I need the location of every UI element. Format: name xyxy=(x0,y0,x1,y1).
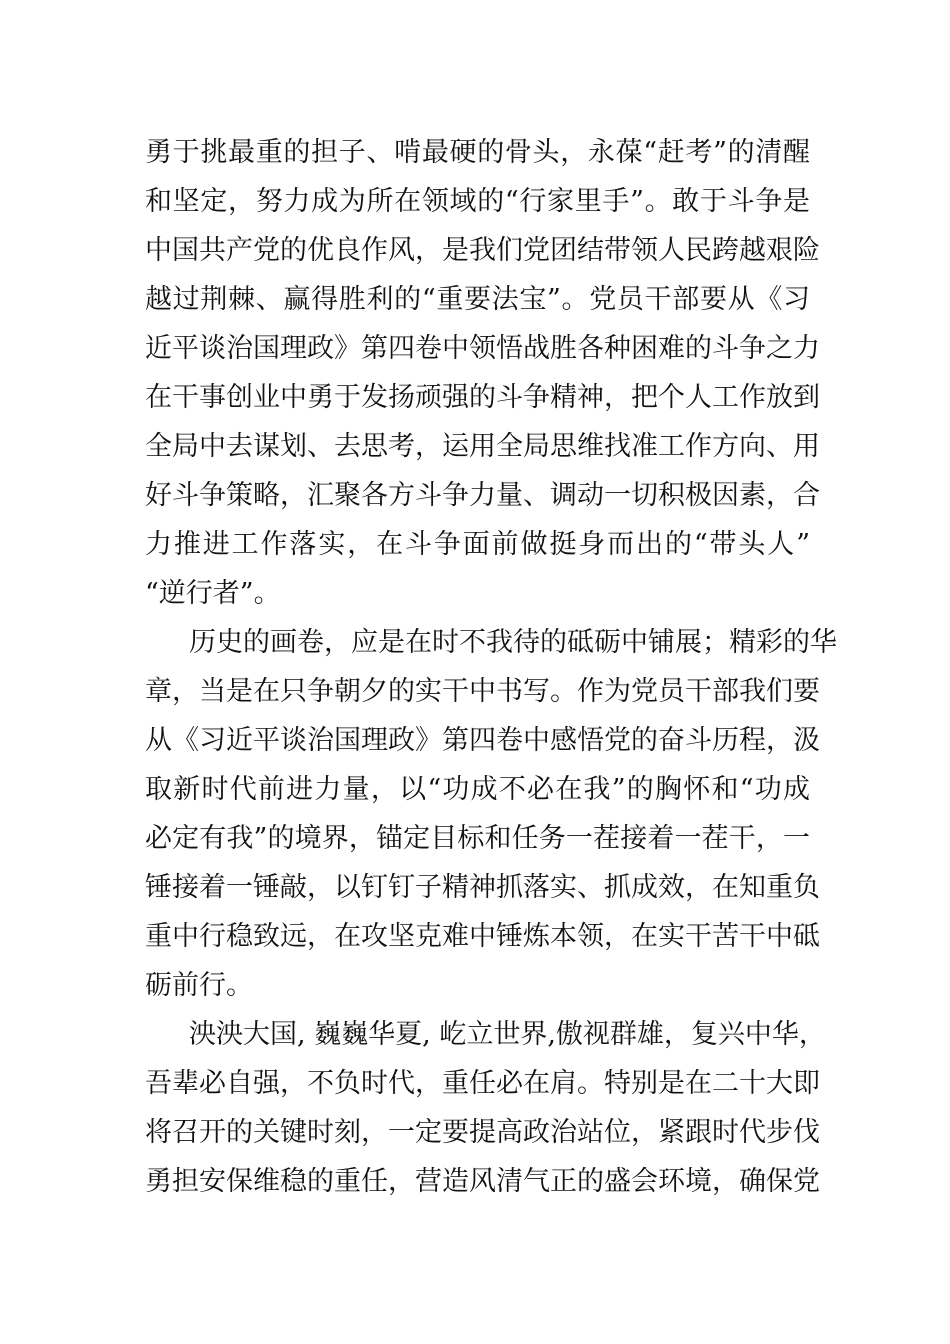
paragraph-1-line-10: “逆行者”。 xyxy=(145,578,281,609)
paragraph-2-line-4: 取新时代前进力量，以“功成不必在我”的胸怀和“功成 xyxy=(145,774,810,805)
paragraph-3-line-3: 将召开的关键时刻，一定要提高政治站位，紧跟时代步伐 xyxy=(145,1117,820,1148)
paragraph-2-line-3: 从《习近平谈治国理政》第四卷中感悟党的奋斗历程，汲 xyxy=(145,725,820,756)
paragraph-1-line-3: 中国共产党的优良作风，是我们党团结带领人民跨越艰险 xyxy=(145,235,820,266)
paragraph-2-line-5: 必定有我”的境界，锚定目标和任务一茬接着一茬干，一 xyxy=(145,823,810,854)
paragraph-1-line-4: 越过荆棘、赢得胜利的“重要法宝”。党员干部要从《习 xyxy=(145,284,810,315)
paragraph-1-line-2: 和坚定，努力成为所在领域的“行家里手”。敢于斗争是 xyxy=(145,186,810,217)
paragraph-1-line-8: 好斗争策略，汇聚各方斗争力量、调动一切积极因素，合 xyxy=(145,480,820,511)
paragraph-1-line-5: 近平谈治国理政》第四卷中领悟战胜各种困难的斗争之力 xyxy=(145,333,820,364)
paragraph-2-line-6: 锤接着一锤敲，以钉钉子精神抓落实、抓成效，在知重负 xyxy=(145,872,820,903)
paragraph-1-line-1: 勇于挑最重的担子、啃最硬的骨头，永葆“赶考”的清醒 xyxy=(145,137,810,168)
paragraph-1-line-9: 力推进工作落实，在斗争面前做挺身而出的“带头人” xyxy=(145,529,810,560)
paragraph-3-line-1: 泱泱大国, 巍巍华夏, 屹立世界,傲视群雄，复兴中华， xyxy=(189,1019,826,1050)
paragraph-2-line-7: 重中行稳致远，在攻坚克难中锤炼本领，在实干苦干中砥 xyxy=(145,921,820,952)
paragraph-2-line-1: 历史的画卷，应是在时不我待的砥砺中铺展；精彩的华 xyxy=(189,627,837,658)
paragraph-2-line-8: 砺前行。 xyxy=(145,970,253,1001)
document-body xyxy=(145,128,837,1206)
paragraph-1-line-6: 在干事创业中勇于发扬顽强的斗争精神，把个人工作放到 xyxy=(145,382,820,413)
paragraph-3-line-2: 吾辈必自强，不负时代，重任必在肩。特别是在二十大即 xyxy=(145,1068,820,1099)
paragraph-1-line-7: 全局中去谋划、去思考，运用全局思维找准工作方向、用 xyxy=(145,431,820,462)
paragraph-3-line-4: 勇担安保维稳的重任，营造风清气正的盛会环境，确保党 xyxy=(145,1166,820,1197)
paragraph-2-line-2: 章，当是在只争朝夕的实干中书写。作为党员干部我们要 xyxy=(145,676,820,707)
